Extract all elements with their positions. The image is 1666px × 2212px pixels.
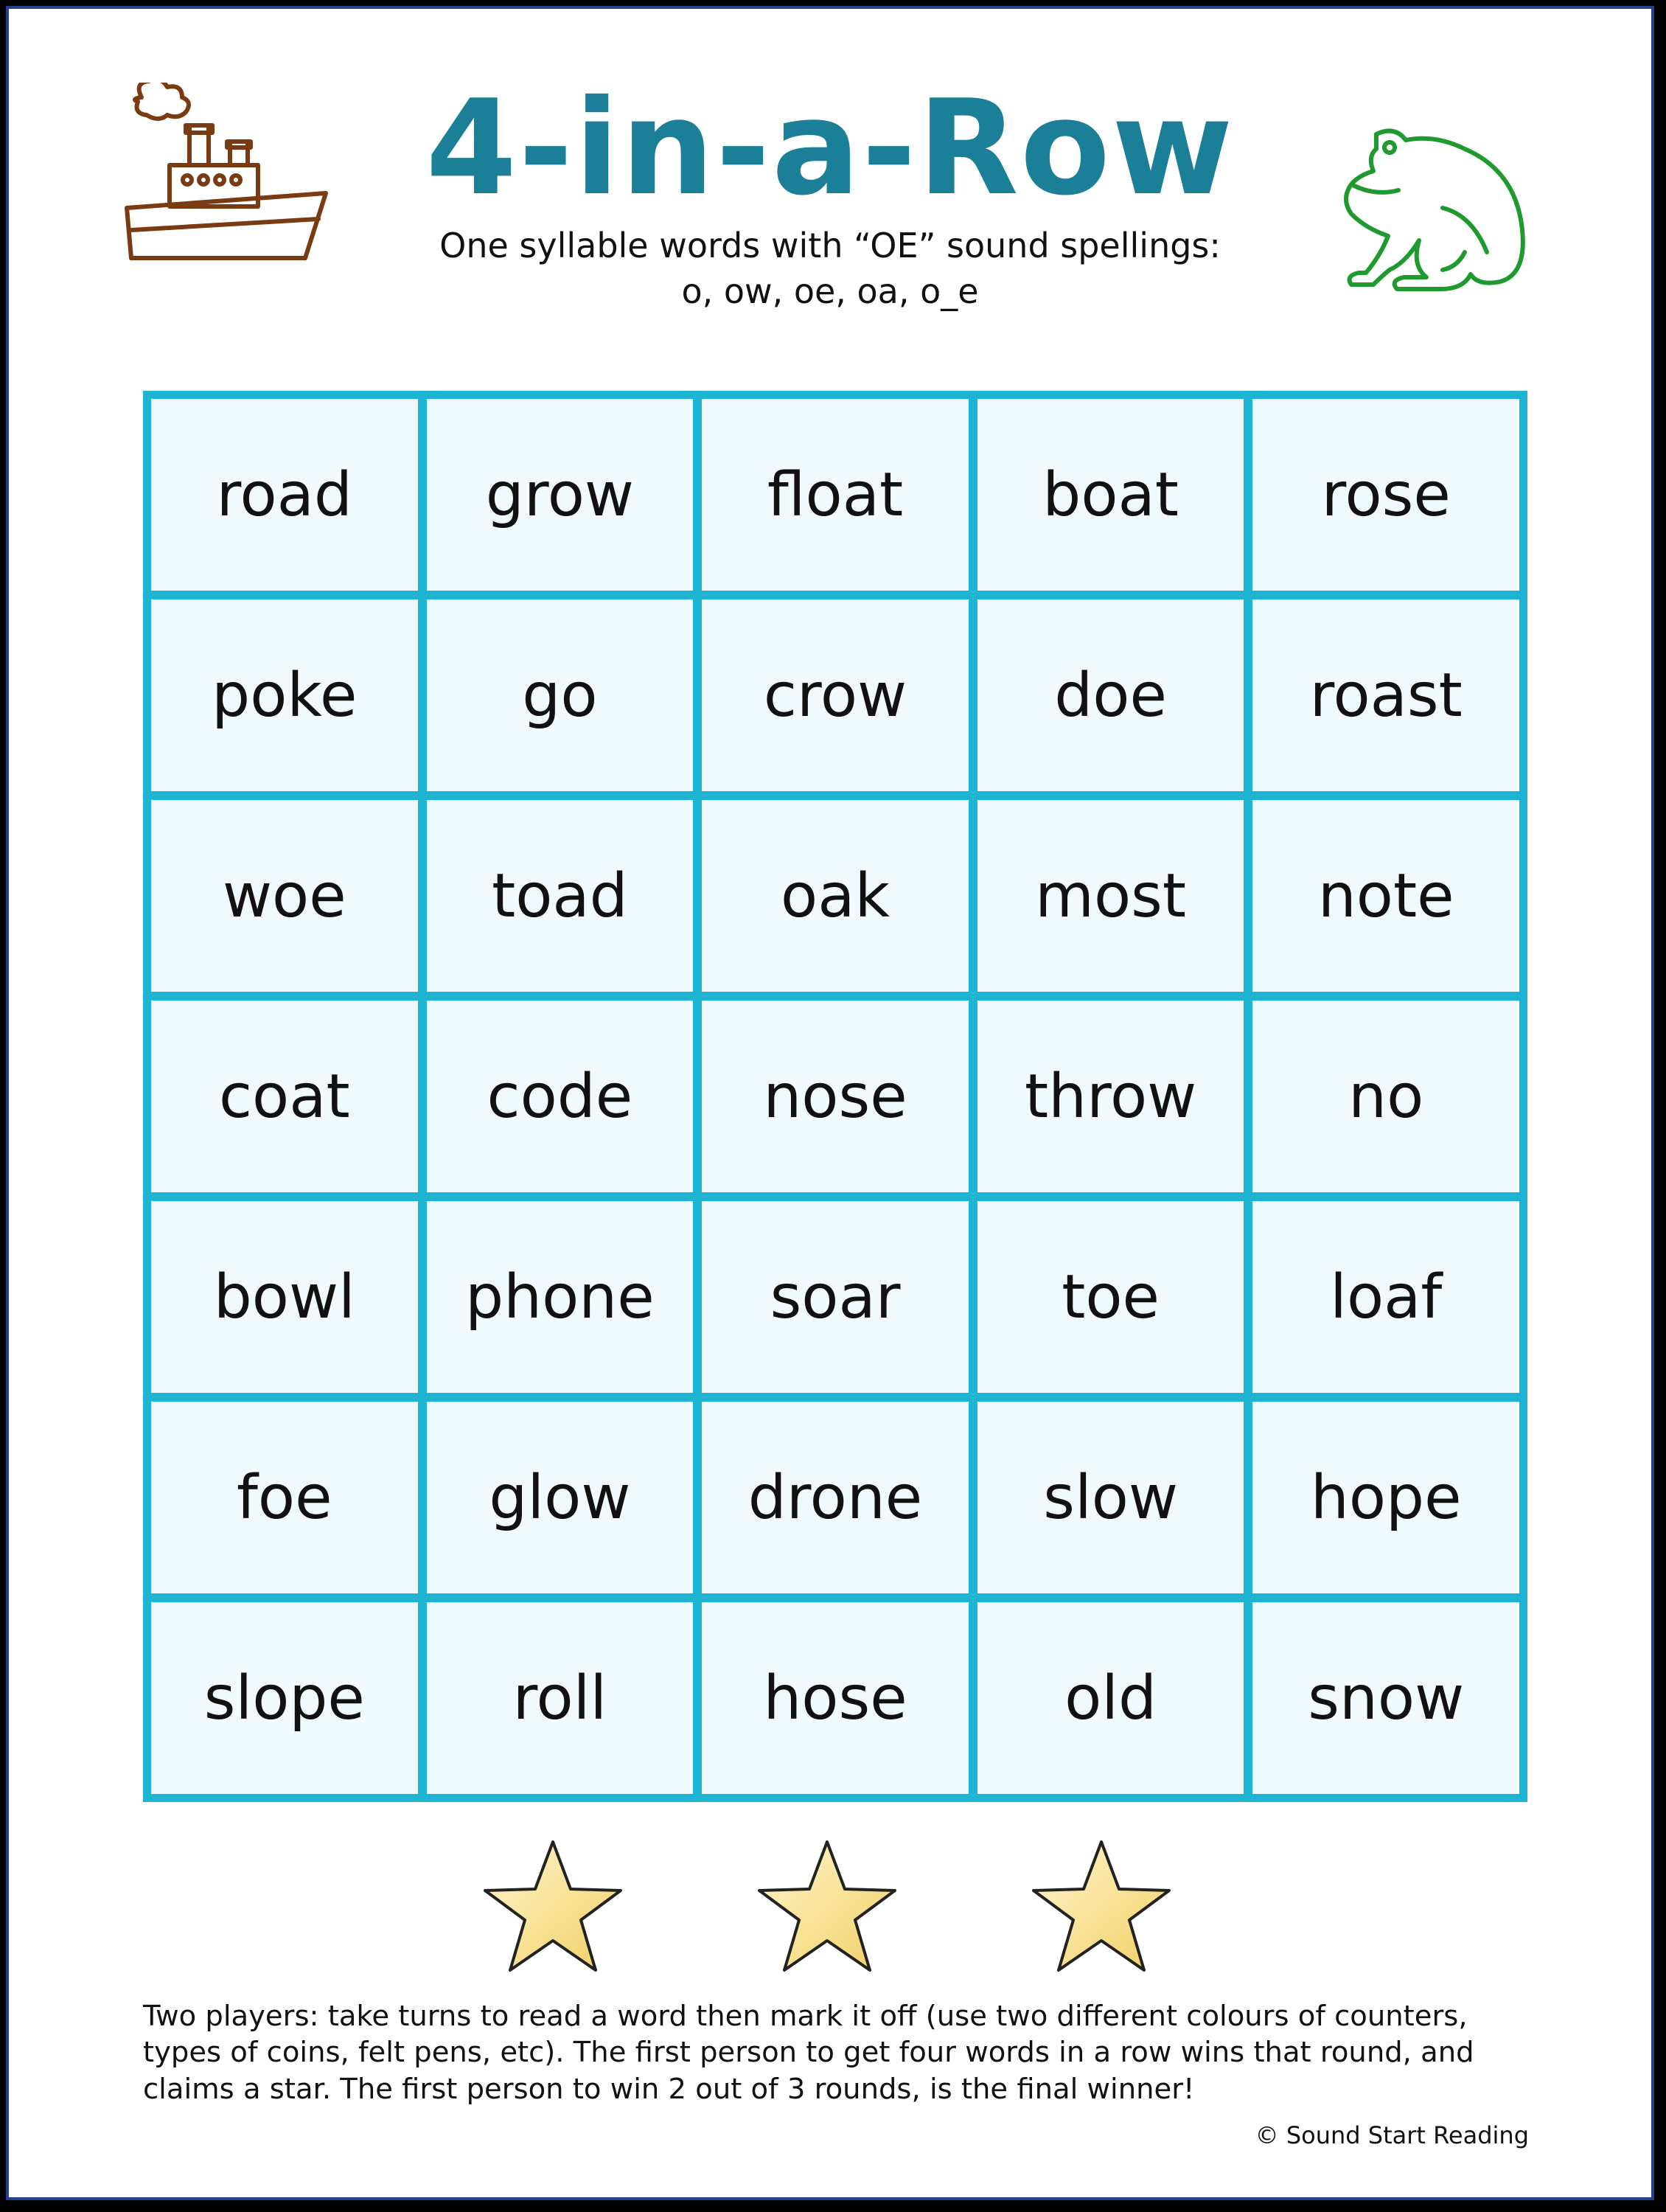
subtitle-line-2: o, ow, oe, oa, o_e [681, 271, 979, 312]
word-cell[interactable]: loaf [1252, 1201, 1519, 1393]
word-cell[interactable]: roll [427, 1602, 694, 1794]
word-cell[interactable]: slope [151, 1602, 418, 1794]
word-cell[interactable]: throw [977, 1001, 1244, 1192]
star-icon[interactable] [481, 1837, 625, 1975]
word-cell[interactable]: glow [427, 1402, 694, 1593]
word-cell[interactable]: nose [702, 1001, 969, 1192]
star-icon[interactable] [1029, 1837, 1174, 1975]
word-cell[interactable]: go [427, 599, 694, 791]
word-cell[interactable]: float [702, 399, 969, 591]
game-instructions: Two players: take turns to read a word then mark it off (use two different colours of counters, types of coins, felt pens, etc). The first person to get four words in a row wins that round, and claims a star. The first person to win 2 out of 3 rounds, is the final winner! [143, 2000, 1474, 2106]
worksheet-page [6, 6, 1654, 2200]
star-icon[interactable] [755, 1837, 899, 1975]
word-cell[interactable]: slow [977, 1402, 1244, 1593]
page-title: 4-in-a-Row [425, 72, 1235, 224]
word-cell[interactable]: oak [702, 800, 969, 992]
word-cell[interactable]: snow [1252, 1602, 1519, 1794]
word-cell[interactable]: soar [702, 1201, 969, 1393]
word-cell[interactable]: woe [151, 800, 418, 992]
word-cell[interactable]: old [977, 1602, 1244, 1794]
word-cell[interactable]: code [427, 1001, 694, 1192]
word-cell[interactable]: rose [1252, 399, 1519, 591]
word-cell[interactable]: roast [1252, 599, 1519, 791]
word-cell[interactable]: grow [427, 399, 694, 591]
word-cell[interactable]: bowl [151, 1201, 418, 1393]
word-cell[interactable]: note [1252, 800, 1519, 992]
word-cell[interactable]: coat [151, 1001, 418, 1192]
word-cell[interactable]: most [977, 800, 1244, 992]
word-cell[interactable]: foe [151, 1402, 418, 1593]
word-cell[interactable]: boat [977, 399, 1244, 591]
word-cell[interactable]: crow [702, 599, 969, 791]
word-cell[interactable]: toe [977, 1201, 1244, 1393]
word-cell[interactable]: road [151, 399, 418, 591]
subtitle-line-1: One syllable words with “OE” sound spellings: [439, 226, 1221, 265]
word-cell[interactable]: phone [427, 1201, 694, 1393]
word-cell[interactable]: drone [702, 1402, 969, 1593]
word-cell[interactable]: poke [151, 599, 418, 791]
subtitle [9, 223, 1651, 314]
word-cell[interactable]: hope [1252, 1402, 1519, 1593]
word-cell[interactable]: toad [427, 800, 694, 992]
copyright-notice: © Sound Start Reading [1255, 2121, 1529, 2149]
word-cell[interactable]: hose [702, 1602, 969, 1794]
word-grid [143, 391, 1527, 1802]
word-cell[interactable]: no [1252, 1001, 1519, 1192]
stars-row [481, 1837, 1188, 1985]
word-cell[interactable]: doe [977, 599, 1244, 791]
